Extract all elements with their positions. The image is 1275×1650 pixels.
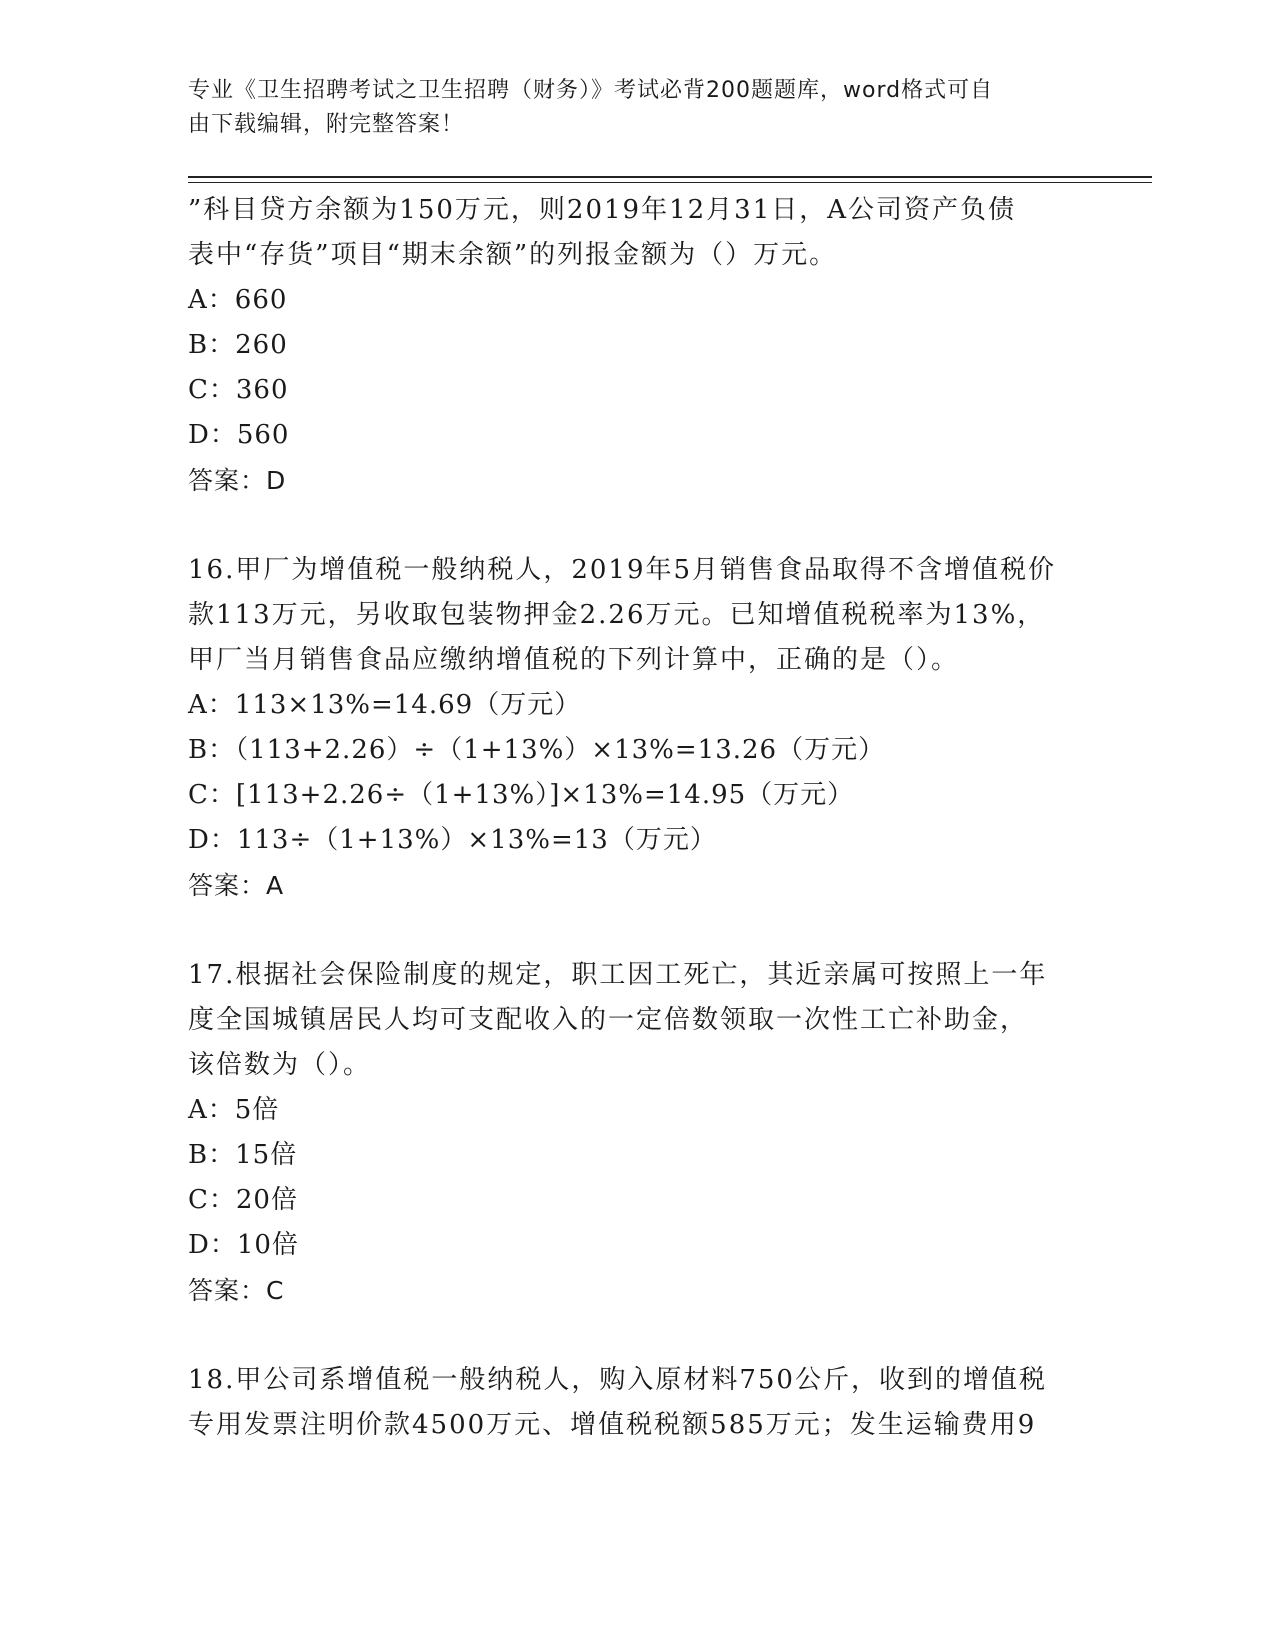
question-spacer xyxy=(188,908,1088,953)
answer: 答案：A xyxy=(188,871,285,900)
option-d: D：113÷（1+13%）×13%=13（万元） xyxy=(188,825,717,855)
option-a: A：113×13%=14.69（万元） xyxy=(188,690,582,720)
document-header xyxy=(188,74,1068,142)
option-c: C：360 xyxy=(188,375,289,405)
option-c: C：[113+2.26÷（1+13%）]×13%=14.95（万元） xyxy=(188,780,855,810)
option-d: D：10倍 xyxy=(188,1230,299,1260)
answer: 答案：D xyxy=(188,466,287,495)
question-text-line: 16.甲厂为增值税一般纳税人，2019年5月销售食品取得不含增值税价 xyxy=(188,555,1057,585)
question-text-line: 甲厂当月销售食品应缴纳增值税的下列计算中，正确的是（）。 xyxy=(188,645,960,675)
option-a: A：660 xyxy=(188,285,288,315)
option-c: C：20倍 xyxy=(188,1185,298,1215)
option-b: B：260 xyxy=(188,330,288,360)
option-b: B：（113+2.26）÷（1+13%）×13%=13.26（万元） xyxy=(188,735,886,765)
question-text-line: 表中“存货”项目“期末余额”的列报金额为（）万元。 xyxy=(188,240,838,270)
question-15 xyxy=(188,188,1088,503)
header-line-2: 由下载编辑，附完整答案！ xyxy=(188,112,465,137)
header-divider-thin xyxy=(188,182,1152,183)
question-text-line: 款113万元，另收取包装物押金2.26万元。已知增值税税率为13%， xyxy=(188,600,1046,630)
question-18 xyxy=(188,1358,1088,1448)
answer: 答案：C xyxy=(188,1276,285,1305)
option-b: B：15倍 xyxy=(188,1140,298,1170)
question-17 xyxy=(188,953,1088,1313)
option-d: D：560 xyxy=(188,420,290,450)
question-spacer xyxy=(188,1313,1088,1358)
header-line-1: 专业《卫生招聘考试之卫生招聘（财务）》考试必背200题题库，word格式可自 xyxy=(188,78,994,103)
header-divider-thick xyxy=(188,176,1152,178)
question-text-line: ”科目贷方余额为150万元，则2019年12月31日，A公司资产负债 xyxy=(188,195,1017,225)
question-text-line: 专用发票注明价款4500万元、增值税税额585万元；发生运输费用9 xyxy=(188,1410,1037,1440)
question-text-line: 该倍数为（）。 xyxy=(188,1050,372,1080)
question-spacer xyxy=(188,503,1088,548)
question-16 xyxy=(188,548,1088,908)
question-text-line: 18.甲公司系增值税一般纳税人，购入原材料750公斤，收到的增值税 xyxy=(188,1365,1047,1395)
question-text-line: 度全国城镇居民人均可支配收入的一定倍数领取一次性工亡补助金， xyxy=(188,1005,1029,1035)
question-list xyxy=(188,188,1088,1448)
option-a: A：5倍 xyxy=(188,1095,280,1125)
question-text-line: 17.根据社会保险制度的规定，职工因工死亡，其近亲属可按照上一年 xyxy=(188,960,1048,990)
